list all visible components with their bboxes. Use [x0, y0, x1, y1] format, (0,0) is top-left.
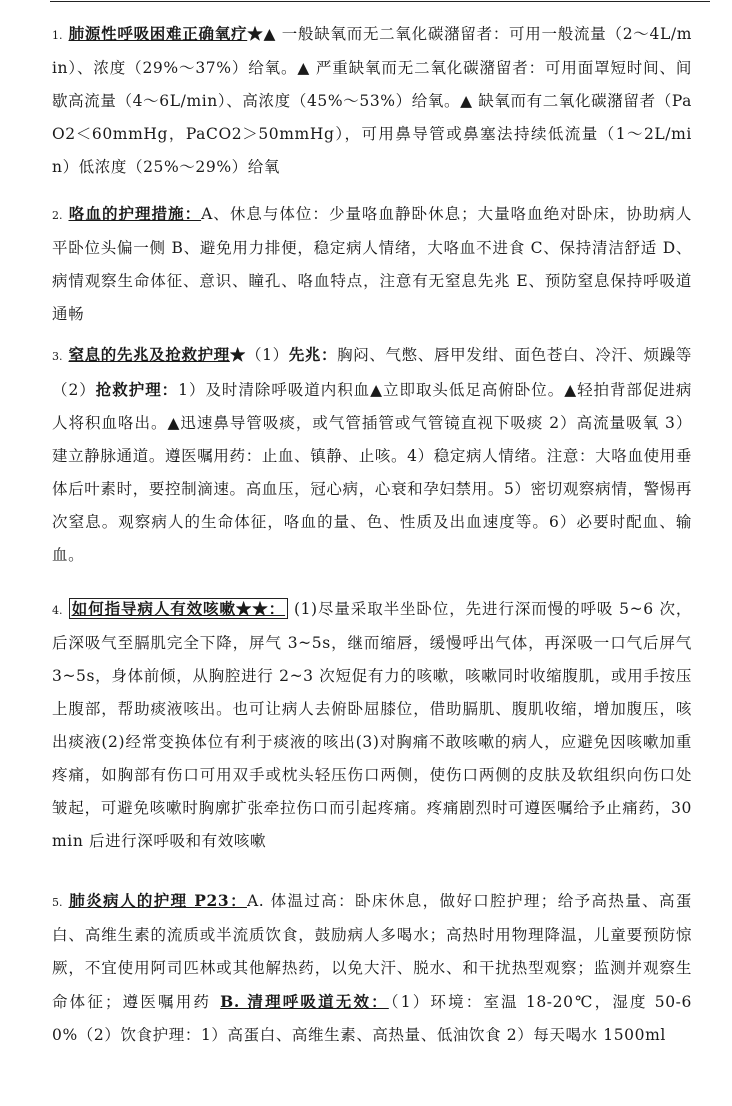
subheading-rescue: 抢救护理：	[95, 380, 179, 399]
top-divider	[50, 1, 710, 2]
part1-text: 胸闷、气憋、唇甲发绀、面色苍白、冷汗、烦躁等（2）	[52, 346, 692, 399]
section-heading: 窒息的先兆及抢救护理	[68, 345, 230, 364]
section-number: 1.	[52, 29, 63, 42]
section-heading-boxed: 如何指导病人有效咳嗽★★：	[69, 598, 289, 619]
section-number: 5.	[52, 896, 63, 909]
section-paragraph	[52, 17, 692, 184]
section-number: 3.	[52, 350, 63, 363]
section-paragraph	[52, 197, 692, 331]
section-body: A、休息与体位：少量咯血静卧休息；大量咯血绝对卧床，协助病人平卧位头偏一侧 B、避免用力排便，稳定病人情绪，大咯血不进食 C、保持清洁舒适 D、病情观察生命体征、意识、瞳孔、咯血特点，注意有无窒息先兆 E、预防窒息保持呼吸道通畅	[52, 205, 692, 323]
section-asphyxia-rescue	[52, 338, 692, 572]
section-number: 2.	[52, 209, 63, 222]
section-paragraph	[52, 338, 692, 572]
section-body: (1)尽量采取半坐卧位，先进行深而慢的呼吸 5~6 次，后深吸气至膈肌完全下降，屏气 3~5s，继而缩唇，缓慢呼出气体，再深吸一口气后屏气 3~5s，身体前倾，从胸腔进行 2~3 次短促有力的咳嗽，咳嗽同时收缩腹肌，或用手按压上腹部，帮助痰液咳出。也可让病人去俯卧屈膝位，借助膈肌、腹肌收缩，增加腹压，咳出痰液(2)经常变换体位有利于痰液的咳出(3)对胸痛不敢咳嗽的病人，应避免因咳嗽加重疼痛，如胸部有伤口可用双手或枕头轻压伤口两侧，使伤口两侧的皮肤及软组织向伤口处皱起，可避免咳嗽时胸廓扩张牵拉伤口而引起疼痛。疼痛剧烈时可遵医嘱给予止痛药，30min 后进行深呼吸和有效咳嗽	[52, 600, 692, 850]
section-paragraph	[52, 592, 692, 858]
subheading-warning-signs: 先兆：	[288, 345, 338, 364]
star-marks: ★	[229, 345, 246, 364]
section-heading: 肺炎病人的护理 P23：	[68, 891, 247, 910]
star-marks: ★▲	[247, 24, 277, 43]
part1-prefix: （1）	[245, 346, 289, 364]
subheading-airway: B. 清理呼吸道无效：	[220, 992, 389, 1011]
section-pneumonia-care	[52, 884, 692, 1052]
part2-text: 1）及时清除呼吸道内积血▲立即取头低足高俯卧位。▲轻拍背部促进病人将积血咯出。▲迅速鼻导管吸痰，或气管插管或气管镜直视下吸痰 2）高流量吸氧 3）建立静脉通道。遵医嘱用药：止血、镇静、止咳。4）稳定病人情绪。注意：大咯血使用垂体后叶素时，要控制滴速。高血压，冠心病，心衰和孕妇禁用。5）密切观察病情，警惕再次窒息。观察病人的生命体征，咯血的量、色、性质及出血速度等。6）必要时配血、输血。	[52, 381, 692, 564]
section-paragraph	[52, 884, 692, 1052]
section-heading: 咯血的护理措施：	[68, 204, 202, 223]
section-heading: 肺源性呼吸困难正确氧疗	[68, 24, 248, 43]
part1-text: A. 体温过高：卧床休息，做好口腔护理；给予高热量、高蛋白、高维生素的流质或半流质饮食，鼓励病人多喝水；高热时用物理降温，儿童要预防惊厥，不宜使用阿司匹林或其他解热药，以免大汗、脱水、和干扰热型观察；监测并观察生命体征；遵医嘱用药	[52, 892, 692, 1011]
part2-text: （1）环境：室温 18-20℃，湿度 50-60%（2）饮食护理：1）高蛋白、高维生素、高热量、低油饮食 2）每天喝水 1500ml	[52, 993, 692, 1044]
section-effective-cough	[52, 592, 692, 858]
section-hemoptysis-care	[52, 197, 692, 331]
section-number: 4.	[52, 604, 63, 617]
section-oxygen-therapy	[52, 17, 692, 184]
section-body: 一般缺氧而无二氧化碳潴留者：可用一般流量（2～4L/min）、浓度（29%～37%）给氧。▲ 严重缺氧而无二氧化碳潴留者：可用面罩短时间、间歇高流量（4～6L/min）、高浓度（45%～53%）给氧。▲ 缺氧而有二氧化碳潴留者（PaO2＜60mmHg，PaCO2＞50mmHg），可用鼻导管或鼻塞法持续低流量（1～2L/min）低浓度（25%～29%）给氧	[52, 25, 693, 176]
